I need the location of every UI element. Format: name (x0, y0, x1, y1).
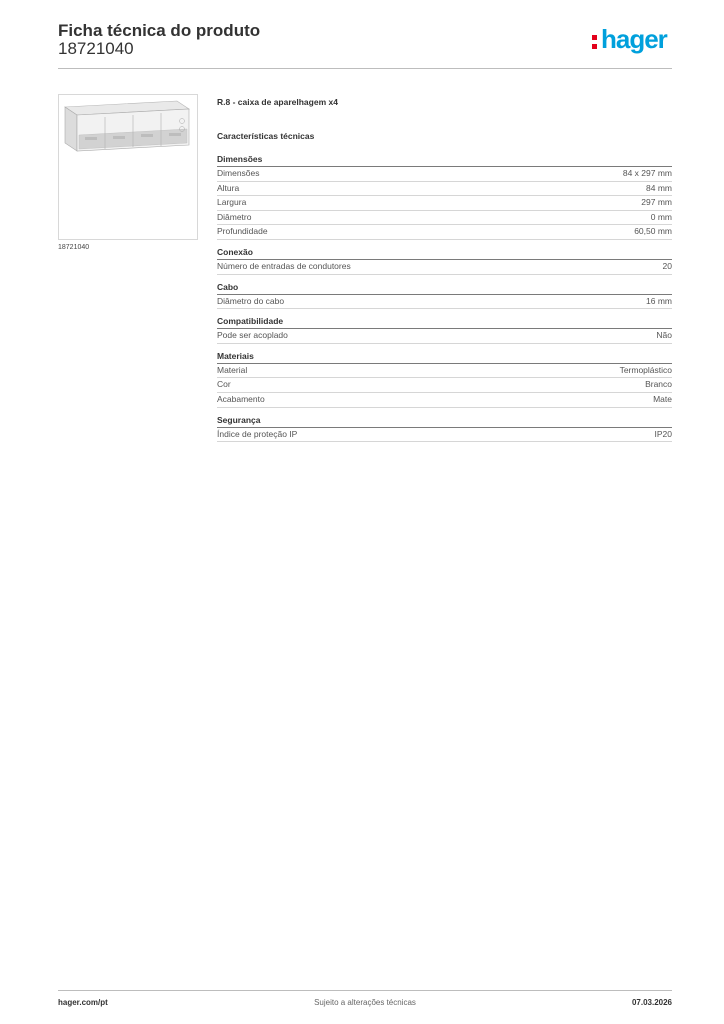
spec-row (217, 364, 672, 379)
spec-section (217, 246, 672, 275)
spec-row (217, 295, 672, 310)
spec-row (217, 182, 672, 197)
spec-section (217, 414, 672, 443)
junction-box-illustration (59, 95, 197, 239)
spec-value: Branco (645, 379, 672, 390)
spec-row (217, 393, 672, 408)
spec-content (217, 96, 672, 448)
spec-value: 20 (662, 260, 672, 271)
product-image (58, 94, 198, 240)
product-code: 18721040 (58, 39, 134, 58)
logo-dot-icon (592, 44, 597, 49)
spec-row (217, 225, 672, 240)
spec-label: Número de entradas de condutores (217, 260, 351, 271)
page-title: Ficha técnica do produto (58, 21, 261, 40)
spec-row (217, 260, 672, 275)
logo-dot-icon (592, 35, 597, 40)
spec-label: Largura (217, 197, 247, 208)
spec-row (217, 211, 672, 226)
spec-label: Dimensões (217, 168, 260, 178)
spec-value: Termoplástico (619, 364, 672, 375)
spec-label: Cor (217, 379, 231, 390)
spec-section (217, 350, 672, 408)
section-title: Conexão (217, 246, 672, 260)
spec-label: Material (217, 364, 248, 375)
spec-label: Diâmetro (217, 211, 252, 222)
spec-section (217, 315, 672, 344)
spec-value: Mate (653, 393, 672, 404)
spec-row (217, 378, 672, 393)
spec-value: 60,50 mm (634, 226, 672, 237)
section-title: Cabo (217, 281, 672, 295)
footer-notice: Sujeito a alterações técnicas (314, 998, 416, 1007)
spec-row (217, 196, 672, 211)
spec-label: Índice de proteção IP (217, 428, 298, 439)
spec-value: 0 mm (650, 211, 672, 222)
spec-label: Diâmetro do cabo (217, 295, 285, 306)
spec-section (217, 153, 672, 240)
section-title: Materiais (217, 350, 672, 364)
spec-label: Pode ser acoplado (217, 330, 288, 341)
image-caption: 18721040 (58, 244, 90, 251)
logo-text: hager (601, 24, 667, 54)
spec-section (217, 281, 672, 310)
spec-label: Profundidade (217, 226, 268, 237)
footer-divider (58, 990, 672, 991)
spec-value: 84 mm (646, 182, 672, 193)
section-title: Dimensões (217, 153, 672, 167)
footer-date: 07.03.2026 (631, 998, 672, 1007)
header-divider (58, 68, 672, 69)
section-title: Compatibilidade (217, 315, 672, 329)
spec-row (217, 167, 672, 182)
spec-value: 297 mm (641, 197, 672, 208)
product-name: R.8 - caixa de aparelhagem x4 (217, 97, 338, 107)
hager-logo (592, 24, 676, 57)
section-title: Segurança (217, 414, 672, 428)
spec-label: Altura (217, 182, 240, 193)
spec-row (217, 329, 672, 344)
spec-value: IP20 (654, 428, 672, 439)
spec-value: 84 x 297 mm (622, 168, 672, 178)
characteristics-title: Características técnicas (217, 131, 315, 141)
spec-value: Não (656, 330, 672, 341)
spec-sections (217, 153, 672, 442)
spec-row (217, 428, 672, 443)
spec-value: 16 mm (646, 295, 672, 306)
footer-website[interactable]: hager.com/pt (58, 998, 108, 1007)
spec-label: Acabamento (217, 393, 265, 404)
